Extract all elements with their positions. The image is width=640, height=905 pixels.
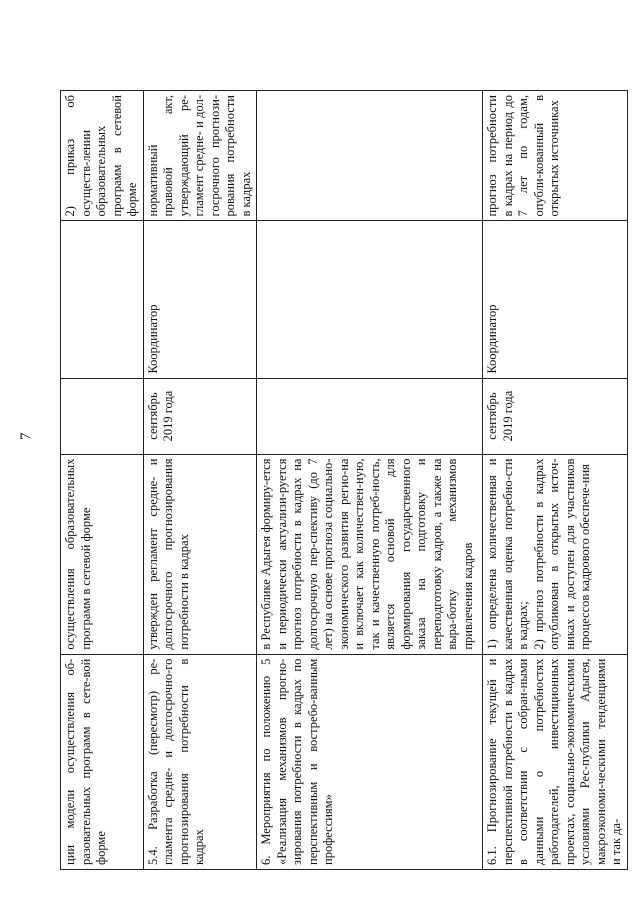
result-cell bbox=[143, 454, 257, 654]
document-cell: 2) приказ об осуществ-лении образовательных программ в сетевой форме bbox=[61, 91, 144, 221]
result-line: 2) прогноз потребности в кадрах опубликован в открытых источ-никах и доступен для участников процессов кадрового обеспече-ния bbox=[531, 458, 592, 650]
table-row bbox=[61, 91, 144, 870]
responsible-cell bbox=[61, 221, 144, 378]
document-cell: нормативный правовой акт, утверждающий ре-гламент средне- и дол-госрочного прогнози-рования потребности в кадрах bbox=[143, 91, 257, 221]
page-number: 7 bbox=[18, 432, 34, 440]
plan-table bbox=[60, 90, 628, 870]
deadline-cell bbox=[61, 378, 144, 454]
activity-cell: ции модели осуществления об-разовательных программ в сете-вой форме bbox=[61, 654, 144, 869]
deadline-cell: сентябрь 2019 года bbox=[483, 378, 628, 454]
deadline-cell: сентябрь 2019 года bbox=[143, 378, 257, 454]
result-cell bbox=[61, 454, 144, 654]
result-cell bbox=[483, 454, 628, 654]
result-cell bbox=[257, 454, 483, 654]
document-cell bbox=[257, 91, 483, 221]
result-line: осуществления образовательных программ в сетевой форме bbox=[63, 458, 93, 650]
activity-cell: 5.4. Разработка (пересмотр) ре-гламента средне- и долгосрочно-го прогнозирования потребности в кадрах bbox=[143, 654, 257, 869]
activity-cell: 6. Мероприятия по положению 5 «Реализация механизмов прогно-зирования потребности в кадрах по перспективным и востребо-ванным профессиям» bbox=[257, 654, 483, 869]
responsible-cell: Координатор bbox=[143, 221, 257, 378]
activity-cell: 6.1. Прогнозирование текущей и перспективной потребности в кадрах в соответствии с собран-ными данными о потребностях работодателей, инвестиционных проектах, социально-экономическими условиями Рес-публики Адыгея, макроэкономи-ческими тенденциями и так да- bbox=[483, 654, 628, 869]
table-row bbox=[143, 91, 257, 870]
result-line: 1) определена количественная и качественная оценка потребно-сти в кадрах; bbox=[485, 458, 530, 650]
rotated-table-container bbox=[60, 90, 623, 870]
table-row bbox=[483, 91, 628, 870]
responsible-cell: Координатор bbox=[483, 221, 628, 378]
result-line: в Республике Адыгея формиру-ется и периодически актуализи-руется прогноз потребности в кадрах на долгосрочную пер-спективу (до 7 лет) на основе прогноза социально-экономического развития регио-на и включает как количествен-ную, так и качественную потреб-ность, является основой для формирования государственного заказа на подготовку и переподготовку кадров, а также на выра-ботку механизмов привлечения кадров bbox=[259, 458, 475, 650]
responsible-cell bbox=[257, 221, 483, 378]
deadline-cell bbox=[257, 378, 483, 454]
result-line: утвержден регламент средне- и долгосрочного прогнозирования потребности в кадрах bbox=[145, 458, 191, 650]
document-cell: прогноз потребности в кадрах на период до 7 лет по годам, опубли-кованный в открытых источниках bbox=[483, 91, 628, 221]
table-row bbox=[257, 91, 483, 870]
